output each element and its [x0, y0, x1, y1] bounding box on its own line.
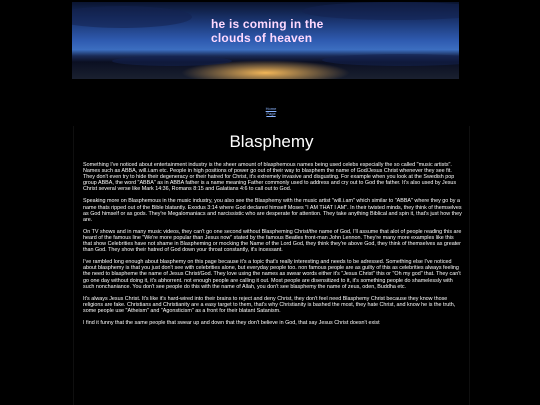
article-paragraph: I find it funny that the same people that swear up and down that they don't believe in God, that say Jesus Christ doesn't exist: [83, 319, 380, 326]
page-title: Blasphemy: [229, 132, 314, 151]
home-link-line-2[interactable]: Page: [266, 111, 276, 116]
cloud-shape: [322, 54, 459, 66]
header-banner: [72, 2, 459, 79]
article-panel: [73, 126, 470, 405]
article-paragraph: I've rambled long enough about blasphemy on this page because it's a topic that's really interesting and needs to be adressed. Something else I've noticed about blasphemy is that you just don't see with celebrities alone, but everyday people too. non famous people are as guilty of this as celebrities always feeling the need to blaspheme the name of Jesus Christ/God. They love using the names as swear words either it's "Jesus Christ" this or "Oh my god" that. They can't go one day without doing it, it's abhorrent. not enough people are calling it out. Most people are disensitized to it, it's something people do shamelessly with such nonchaniance. You don't see people do this with the name of Allah, you don't see blasphemy the name of zeus, oden, Buddha etc.: [83, 259, 461, 290]
article-paragraph: It's always Jesus Christ. It's like it's hard-wired into their brains to reject and deny Christ, they don't feel need Blasphemy Christ because they know those religions are fake. Christians and Christianity are a easy target to them, that's why Christianity is bashed the most, they hate Christ, and know he is the truth, some people use "Atheism" and "Agonsticism" as a front for their blatant Satanism.: [83, 295, 456, 314]
banner-heading: [211, 17, 431, 45]
home-page-link[interactable]: [262, 106, 280, 116]
article-paragraph: Something I've noticed about entertainment industry is the sheer amount of blasphemous names being used celebs especially the so called "music artists". Names such as ABBA, will.i.am etc. People in high positions of power go out of their way to blasphem the name of God/Jesus Christ whenever they see fit. They don't even try to hide their degeneracy or their hatred for Christ, it's extremely invasive and disgusting. For example when you look at the Swedish pop group ABBA, the word "ABBA" as in ABBA father is a name meaning Father commonly used to address and cry out to God the father. It's also used by Jesus Christ several verse like Mark 14:36, Romans 8:15 and Galatians 4:6 to call out to God.: [83, 162, 457, 193]
cloud-shape: [112, 56, 232, 66]
banner-line-2: clouds of heaven: [211, 31, 313, 45]
article-paragraph: Speaking more on Blasphemous in the music industry, you also see the Blasphemy with the music artist "will.i.am" which similar to "ABBA" where they go by a name thats ripped out of the Bible blatantly. Exodus 3:14 where God declared himself Moses "I AM THAT I AM". In their twisted minds, they think of themselves as God himself or as gods. They're Megalomaniacs and narcissistic who are desperate for attention. They take anything Biblical and spin it, that's just how they are.: [83, 198, 462, 223]
article-body: [83, 162, 463, 332]
home-link-line-1[interactable]: Home: [265, 106, 277, 111]
article-paragraph: On TV shows and in many music videos, they can't go one second without Blaspheming Christ/the name of God, I'll assume that alot of people reading this are heard of the famous line "We're more popular than Jesus now" stated by the famous Beatles front-man John Lennon. They're many more examples like this that show Celebrities have not shame in Blaspheming or mocking the Name of the Lord God, they think they're above God, they think of themselves as greater than God. They show their hatred of God down your throat constantly, it's incessant.: [83, 228, 462, 254]
banner-line-1: he is coming in the: [211, 17, 324, 31]
cloud-shape: [72, 6, 192, 28]
